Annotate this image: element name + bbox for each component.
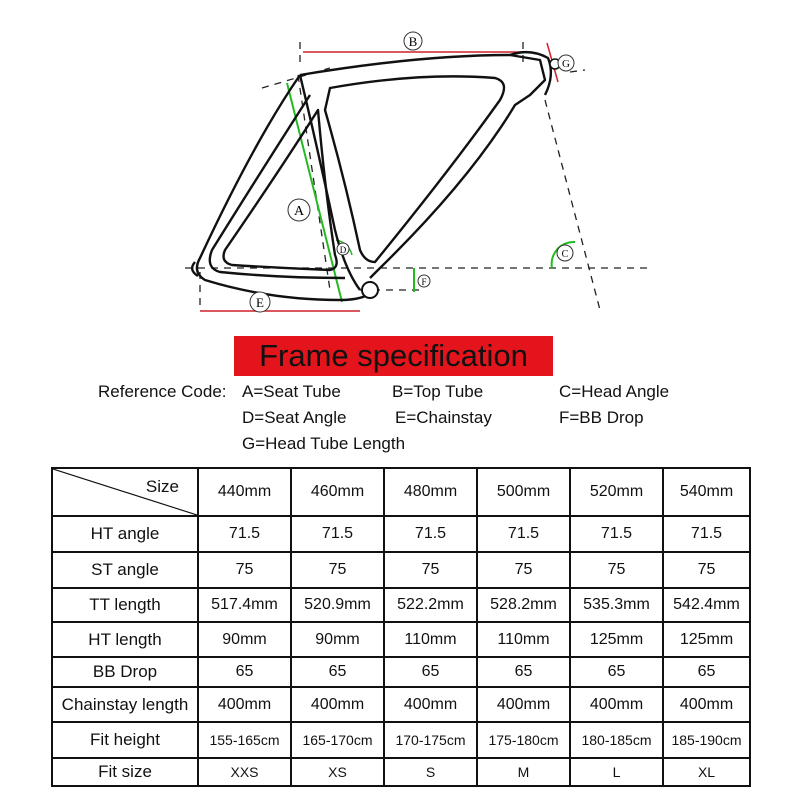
table-cell: 155-165cm [198, 722, 291, 758]
table-cell: XL [663, 758, 750, 786]
bike-frame-outline [192, 52, 551, 300]
table-cell: L [570, 758, 663, 786]
table-cell: 125mm [570, 622, 663, 657]
row-label: BB Drop [52, 657, 198, 687]
marker-g [558, 55, 574, 71]
table-cell: M [477, 758, 570, 786]
reference-code-d: D=Seat Angle [242, 408, 347, 427]
table-cell: 542.4mm [663, 588, 750, 622]
size-header: 500mm [477, 468, 570, 516]
reference-code-prefix: Reference Code: [98, 382, 227, 401]
table-cell: 170-175cm [384, 722, 477, 758]
table-cell: 75 [477, 552, 570, 588]
size-corner-cell [52, 468, 198, 516]
svg-text:G: G [562, 58, 570, 70]
row-label: TT length [52, 588, 198, 622]
bottom-bracket [362, 282, 378, 298]
svg-text:F: F [421, 277, 427, 287]
table-row [52, 758, 750, 786]
table-cell: XXS [198, 758, 291, 786]
table-cell: S [384, 758, 477, 786]
table-cell: 400mm [477, 687, 570, 722]
table-cell: 71.5 [198, 516, 291, 552]
frame-spec-table [51, 467, 751, 787]
size-header: 460mm [291, 468, 384, 516]
reference-code-f: F=BB Drop [559, 408, 644, 427]
table-cell: 400mm [198, 687, 291, 722]
table-cell: 65 [570, 657, 663, 687]
table-cell: 71.5 [477, 516, 570, 552]
table-cell: 400mm [570, 687, 663, 722]
table-cell: 65 [384, 657, 477, 687]
table-cell: 75 [291, 552, 384, 588]
table-row [52, 657, 750, 687]
table-cell: 90mm [291, 622, 384, 657]
size-header: 520mm [570, 468, 663, 516]
table-cell: 175-180cm [477, 722, 570, 758]
row-label: Fit size [52, 758, 198, 786]
table-row [52, 687, 750, 722]
table-cell: 522.2mm [384, 588, 477, 622]
table-cell: 71.5 [384, 516, 477, 552]
marker-e [250, 292, 270, 312]
frame-specification-title: Frame specification [234, 336, 553, 376]
table-cell: 400mm [663, 687, 750, 722]
svg-text:E: E [256, 295, 264, 310]
reference-code-b: B=Top Tube [392, 382, 484, 401]
table-cell: 65 [291, 657, 384, 687]
table-cell: 185-190cm [663, 722, 750, 758]
marker-f [418, 275, 430, 287]
table-cell: 65 [663, 657, 750, 687]
reference-code-c: C=Head Angle [559, 382, 670, 401]
size-header: 440mm [198, 468, 291, 516]
table-row [52, 622, 750, 657]
table-cell: 71.5 [291, 516, 384, 552]
table-cell: 535.3mm [570, 588, 663, 622]
table-cell: 400mm [291, 687, 384, 722]
row-label: Chainstay length [52, 687, 198, 722]
marker-d [337, 243, 349, 255]
table-cell: 75 [663, 552, 750, 588]
svg-text:C: C [561, 249, 569, 260]
table-row [52, 516, 750, 552]
svg-text:D: D [339, 245, 347, 255]
reference-code-g: G=Head Tube Length [242, 434, 406, 453]
marker-b [404, 32, 422, 50]
row-label: HT angle [52, 516, 198, 552]
table-cell: 65 [198, 657, 291, 687]
table-cell: 125mm [663, 622, 750, 657]
table-cell: XS [291, 758, 384, 786]
reference-code-a: A=Seat Tube [242, 382, 341, 401]
reference-code-e: E=Chainstay [395, 408, 492, 427]
table-cell: 110mm [477, 622, 570, 657]
marker-a [288, 199, 310, 221]
table-cell: 165-170cm [291, 722, 384, 758]
table-cell: 75 [198, 552, 291, 588]
size-corner-label: Size [145, 477, 179, 496]
table-header-row [52, 468, 750, 516]
frame-geometry-diagram [0, 0, 801, 330]
reference-lines [185, 42, 650, 310]
table-cell: 110mm [384, 622, 477, 657]
row-label: ST angle [52, 552, 198, 588]
table-cell: 71.5 [663, 516, 750, 552]
table-cell: 400mm [384, 687, 477, 722]
table-row [52, 722, 750, 758]
row-label: HT length [52, 622, 198, 657]
table-cell: 75 [570, 552, 663, 588]
marker-c [557, 245, 573, 261]
row-label: Fit height [52, 722, 198, 758]
table-cell: 520.9mm [291, 588, 384, 622]
size-header: 540mm [663, 468, 750, 516]
table-cell: 180-185cm [570, 722, 663, 758]
table-cell: 528.2mm [477, 588, 570, 622]
table-row [52, 588, 750, 622]
table-cell: 90mm [198, 622, 291, 657]
size-header: 480mm [384, 468, 477, 516]
table-cell: 517.4mm [198, 588, 291, 622]
table-cell: 75 [384, 552, 477, 588]
table-cell: 65 [477, 657, 570, 687]
svg-text:A: A [293, 204, 305, 219]
svg-text:B: B [408, 34, 418, 49]
table-row [52, 552, 750, 588]
table-cell: 71.5 [570, 516, 663, 552]
